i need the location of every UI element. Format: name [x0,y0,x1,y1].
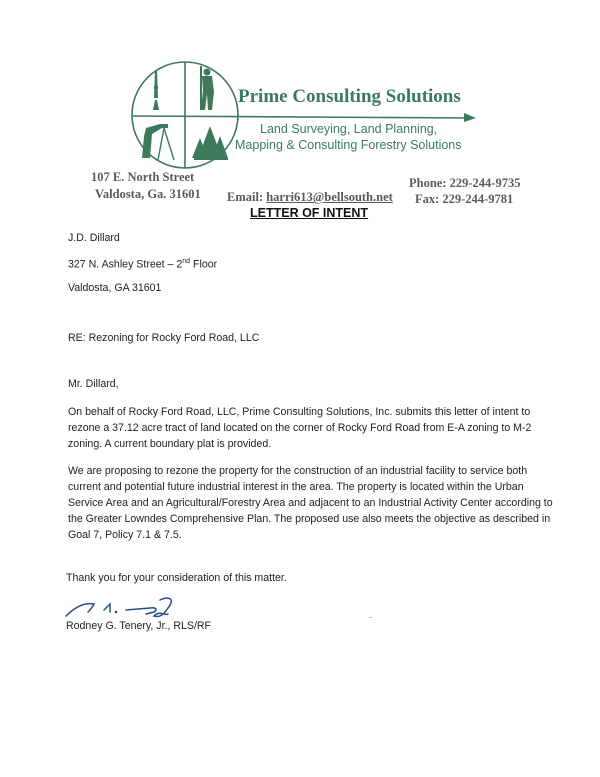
paragraph-2-line: We are proposing to rezone the property for the construction of an industrial facility to service both [68,465,528,477]
company-name: Prime Consulting Solutions [238,86,461,107]
signature-image [64,594,194,622]
paragraph-1-line: rezone a 37.12 acre tract of land located on the corner of Rocky Ford Road from E-A zoning to M-2 [68,422,532,434]
paragraph-1-line: On behalf of Rocky Ford Road, LLC, Prime Consulting Solutions, Inc. submits this letter of intent to [68,406,531,418]
company-address-line-2: Valdosta, Ga. 31601 [95,187,201,201]
paragraph-2-line: current and potential future industrial interest in the area. The property is located within the Urban [68,481,524,493]
street-ordinal: nd [182,258,191,265]
paragraph-1 [68,404,548,452]
recipient-street [68,258,217,271]
closing-line: Thank you for your consideration of this matter. [66,572,287,584]
tagline-line-1: Land Surveying, Land Planning, [260,122,438,136]
document-title: LETTER OF INTENT [250,206,369,220]
surveyor-tripod-icon [142,124,174,160]
surveyor-standing-icon [200,66,214,110]
surveyor-rod-icon [153,70,159,110]
paragraph-2 [68,463,553,543]
salutation: Mr. Dillard, [68,378,119,390]
company-logo [128,58,488,173]
recipient-name: J.D. Dillard [68,232,120,244]
pine-trees-icon [192,126,228,160]
paragraph-2-line: Goal 7, Policy 7.1 & 7.5. [68,529,182,541]
street-text: 327 N. Ashley Street – 2 [68,258,183,271]
email-label: Email: [227,190,264,204]
signer-name: Rodney G. Tenery, Jr., RLS/RF [66,620,212,632]
street-floor: Floor [190,258,218,271]
scan-speck [369,617,372,618]
paragraph-1-line: zoning. A current boundary plat is provided. [68,438,272,450]
paragraph-2-line: Service Area and an Agricultural/Forestry Area and adjacent to an Industrial Activity Center according to [68,497,553,509]
recipient-city: Valdosta, GA 31601 [68,282,162,294]
company-email [227,190,393,205]
email-link[interactable]: harri613@bellsouth.net [266,190,393,204]
company-phone: Phone: 229-244-9735 [409,176,521,190]
re-line: RE: Rezoning for Rocky Ford Road, LLC [68,332,260,344]
company-fax: Fax: 229-244-9781 [415,192,514,206]
tagline-line-2: Mapping & Consulting Forestry Solutions [235,138,462,152]
paragraph-2-line: the Greater Lowndes Comprehensive Plan. The proposed use also meets the objective as described in [68,513,551,525]
company-address-line-1: 107 E. North Street [91,170,195,184]
